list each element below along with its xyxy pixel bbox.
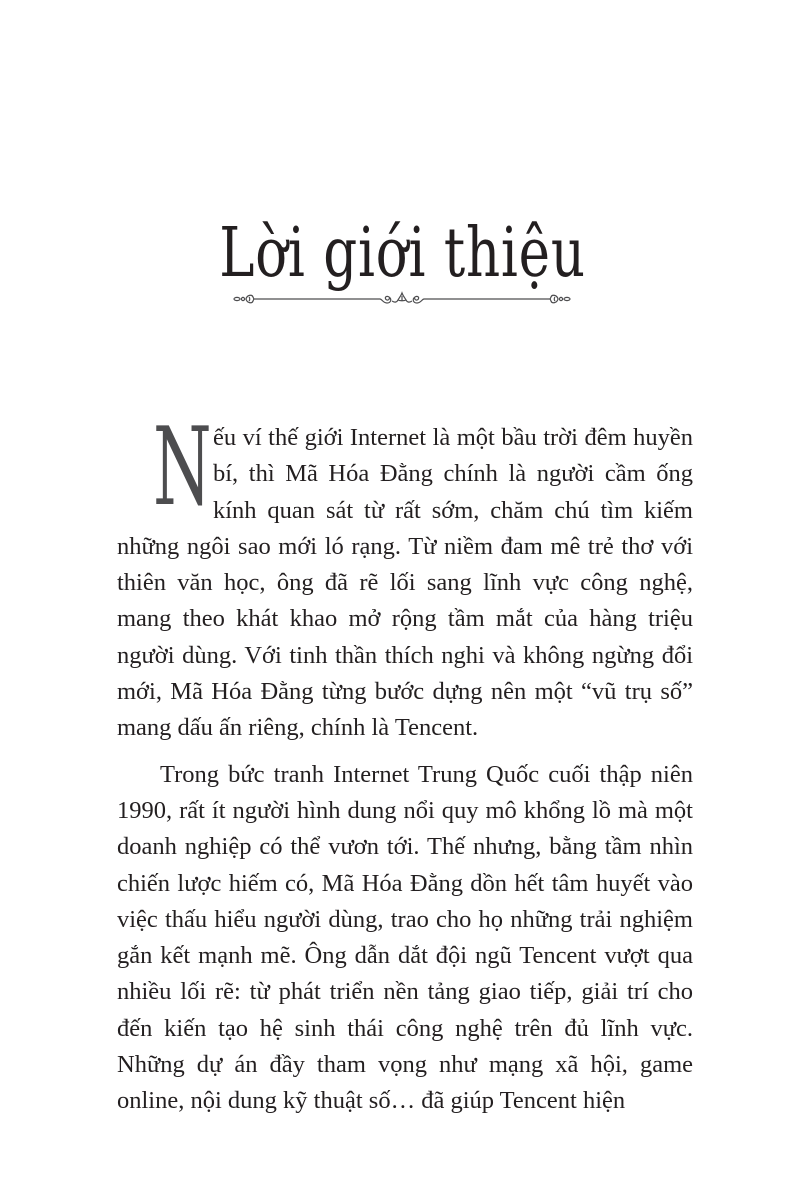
chapter-body [117, 405, 693, 1120]
paragraph-1 [117, 405, 693, 747]
paragraph-2: Trong bức tranh Internet Trung Quốc cuối thập niên 1990, rất ít người hình dung nổi quy mô khổng lồ mà một doanh nghiệp có thể vươn tới. Thế nhưng, bằng tầm nhìn chiến lược hiếm có, Mã Hóa Đằng dồn hết tâm huyết vào việc thấu hiểu người dùng, trao cho họ những trải nghiệm gắn kết mạnh mẽ. Ông dẫn dắt đội ngũ Tencent vượt qua nhiều lối rẽ: từ phát triển nền tảng giao tiếp, giải trí cho đến kiến tạo hệ sinh thái công nghệ trên đủ lĩnh vực. Những dự án đầy tham vọng như mạng xã hội, game online, nội dung kỹ thuật số… đã giúp Tencent hiện [117, 760, 693, 1115]
paragraph-1-text: ếu ví thế giới Internet là một bầu trời đêm huyền bí, thì Mã Hóa Đằng chính là người cầm ống kính quan sát từ rất sớm, chăm chú tìm kiếm những ngôi sao mới ló rạng. Từ niềm đam mê trẻ thơ với thiên văn học, ông đã rẽ lối sang lĩnh vực công nghệ, mang theo khát khao mở rộng tầm mắt của hàng triệu người dùng. Với tinh thần thích nghi và không ngừng đổi mới, Mã Hóa Đằng từng bước dựng nên một “vũ trụ số” mang dấu ấn riêng, chính là Tencent. [117, 424, 693, 742]
chapter-title: Lời giới thiệu [219, 214, 586, 293]
drop-cap: N [153, 405, 212, 530]
flourish-divider-icon [232, 290, 572, 308]
